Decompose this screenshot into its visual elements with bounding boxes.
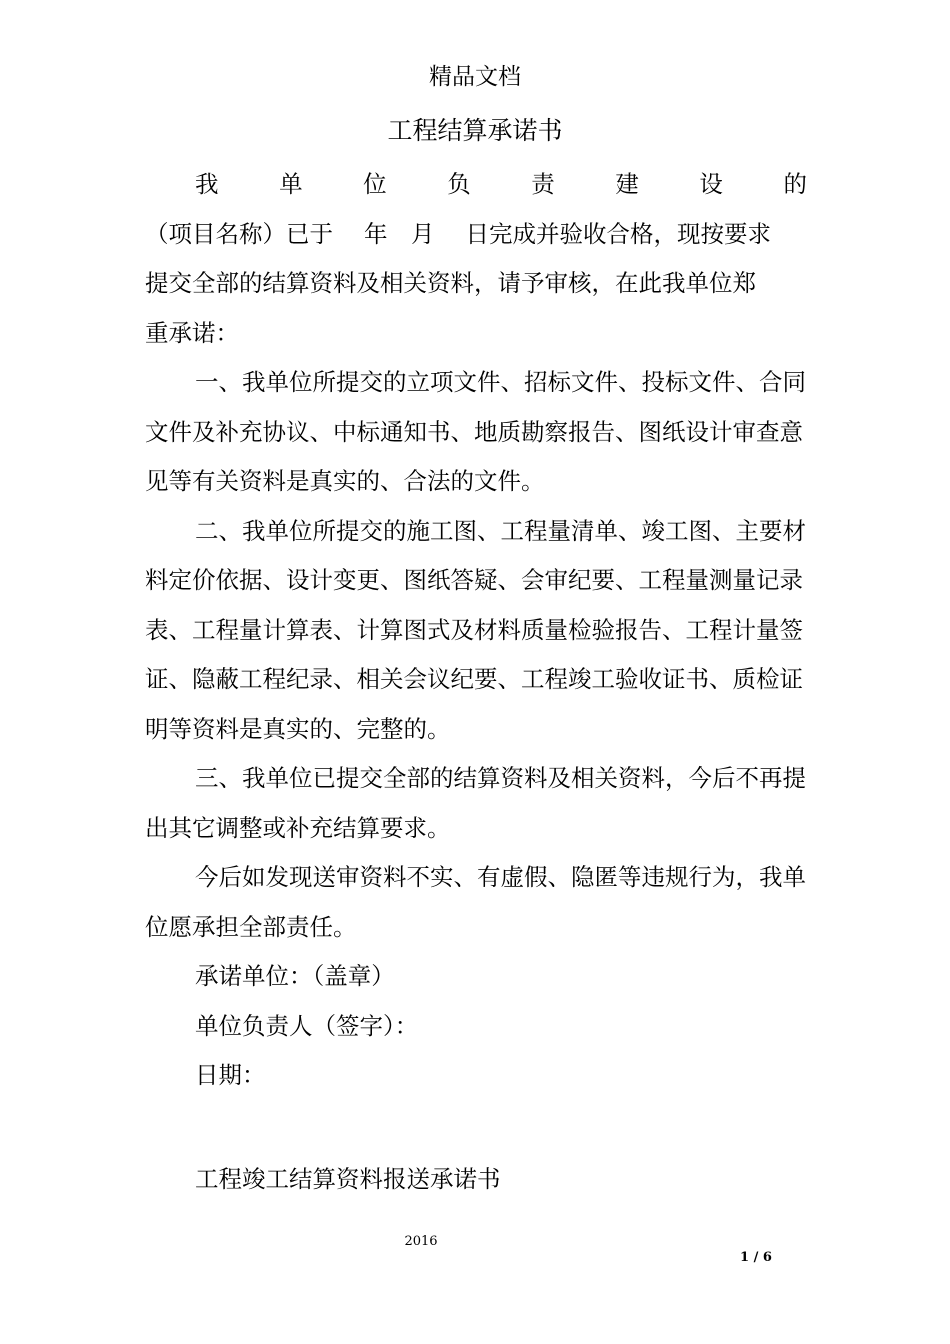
liability-statement: 今后如发现送审资料不实、有虚假、隐匿等违规行为，我单位愿承担全部责任。 (145, 863, 806, 941)
spread-char: 单 (279, 170, 303, 198)
page-header: 精品文档 (429, 64, 521, 90)
page-number: 1 / 6 (740, 1250, 772, 1265)
opening-line: 重承诺： (145, 318, 239, 347)
document-title: 工程结算承诺书 (387, 116, 563, 145)
signature-date: 日期： (195, 1061, 266, 1089)
opening-line: 提交全部的结算资料及相关资料，请予审核，在此我单位郑 (145, 269, 756, 297)
spread-char: 建 (615, 170, 639, 198)
spread-char: 的 (783, 170, 807, 198)
spread-char: 负 (447, 170, 471, 198)
commitment-item-1: 一、我单位所提交的立项文件、招标文件、投标文件、合同文件及补充协议、中标通知书、地质勘察报告、图纸设计审查意见等有关资料是真实的、合法的文件。 (145, 368, 806, 495)
document-body (145, 160, 807, 1101)
opening-spread-line (145, 160, 807, 210)
spread-char: 位 (363, 170, 387, 198)
appendix-title: 工程竣工结算资料报送承诺书 (195, 1165, 501, 1193)
commitment-item-2: 二、我单位所提交的施工图、工程量清单、竣工图、主要材料定价依据、设计变更、图纸答疑、会审纪要、工程量测量记录表、工程量计算表、计算图式及材料质量检验报告、工程计量签证、隐蔽工程纪录、相关会议纪要、工程竣工验收证书、质检证明等资料是真实的、完整的。 (145, 516, 806, 743)
spread-char: 责 (531, 170, 555, 198)
spread-char: 设 (699, 170, 723, 198)
signature-responsible: 单位负责人（签字）： (195, 1011, 419, 1040)
opening-line: （项目名称）已于 年 月 日完成并验收合格，现按要求 (145, 219, 771, 248)
spread-char: 我 (195, 170, 219, 198)
footer-year: 2016 (404, 1234, 438, 1249)
signature-unit: 承诺单位：（盖章） (195, 962, 395, 990)
commitment-item-3: 三、我单位已提交全部的结算资料及相关资料，今后不再提出其它调整或补充结算要求。 (145, 764, 806, 842)
